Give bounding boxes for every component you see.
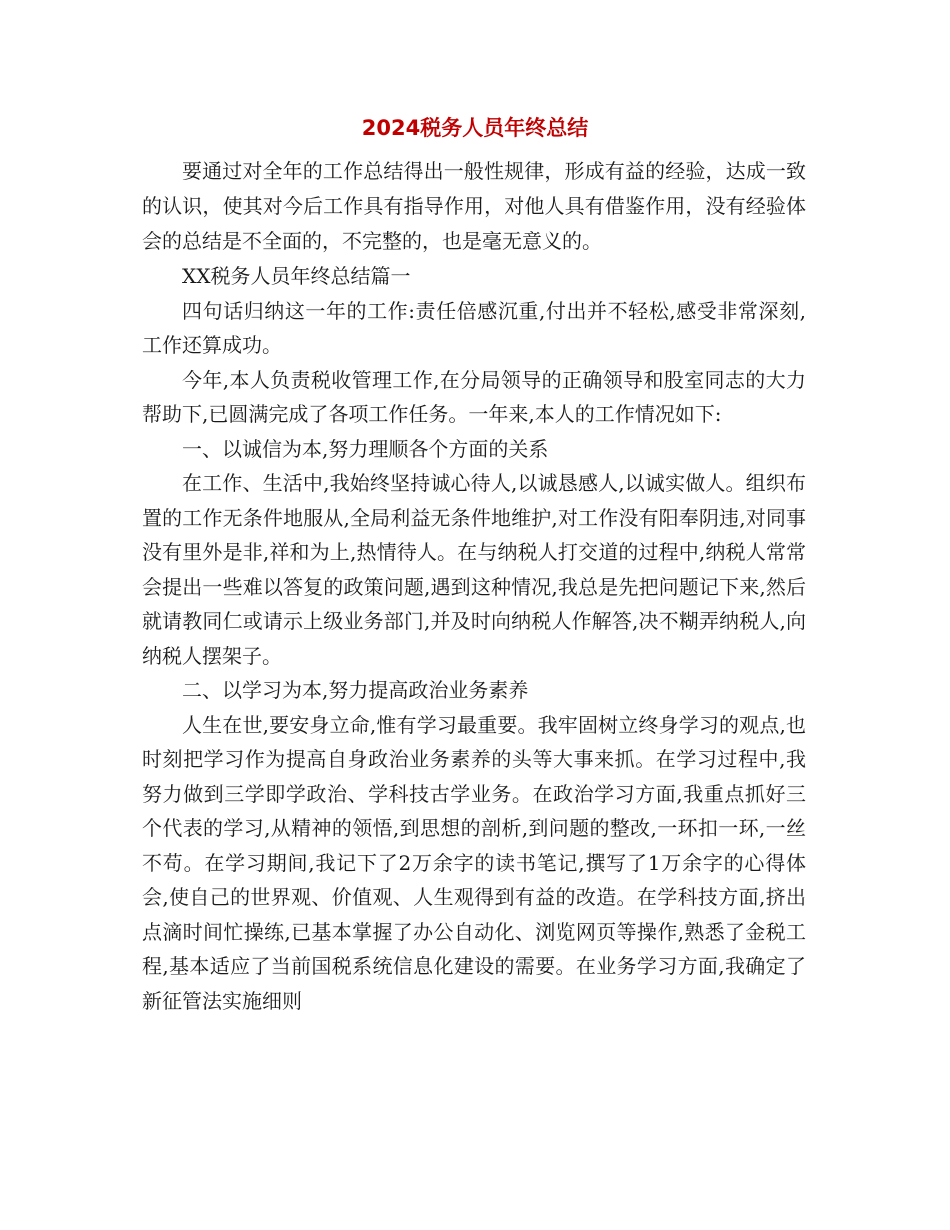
body-paragraph: 在工作、生活中,我始终坚持诚心待人,以诚恳感人,以诚实做人。组织布置的工作无条件地服从,全局利益无条件地维护,对工作没有阳奉阴违,对同事没有里外是非,祥和为上,热情待人。在与纳税人打交道的过程中,纳税人常常会提出一些难以答复的政策问题,遇到这种情况,我总是先把问题记下来,然后就请教同仁或请示上级业务部门,并及时向纳税人作解答,决不糊弄纳税人,向纳税人摆架子。 — [142, 471, 806, 668]
document-body — [142, 154, 806, 1018]
body-paragraph: 四句话归纳这一年的工作:责任倍感沉重,付出并不轻松,感受非常深刻,工作还算成功。 — [142, 298, 806, 357]
section-heading: 二、以学习为本,努力提高政治业务素养 — [182, 678, 529, 702]
section-heading: XX税务人员年终总结篇一 — [182, 264, 411, 288]
intro-paragraph: 要通过对全年的工作总结得出一般性规律，形成有益的经验，达成一致的认识，使其对今后工作具有指导作用，对他人具有借鉴作用，没有经验体会的总结是不全面的，不完整的，也是毫无意义的。 — [142, 159, 806, 253]
document-title: 2024税务人员年终总结 — [361, 116, 589, 140]
body-paragraph: 人生在世,要安身立命,惟有学习最重要。我牢固树立终身学习的观点,也时刻把学习作为提高自身政治业务素养的头等大事来抓。在学习过程中,我努力做到三学即学政治、学科技古学业务。在政治学习方面,我重点抓好三个代表的学习,从精神的领悟,到思想的剖析,到问题的整改,一环扣一环,一丝不苟。在学习期间,我记下了2万余字的读书笔记,撰写了1万余字的心得体会,使自己的世界观、价值观、人生观得到有益的改造。在学科技方面,挤出点滴时间忙操练,已基本掌握了办公自动化、浏览网页等操作,熟悉了金税工程,基本适应了当前国税系统信息化建设的需要。在业务学习方面,我确定了新征管法实施细则 — [142, 712, 806, 1013]
body-paragraph: 今年,本人负责税收管理工作,在分局领导的正确领导和股室同志的大力帮助下,已圆满完成了各项工作任务。一年来,本人的工作情况如下: — [142, 367, 806, 426]
section-heading: 一、以诚信为本,努力理顺各个方面的关系 — [182, 436, 549, 461]
